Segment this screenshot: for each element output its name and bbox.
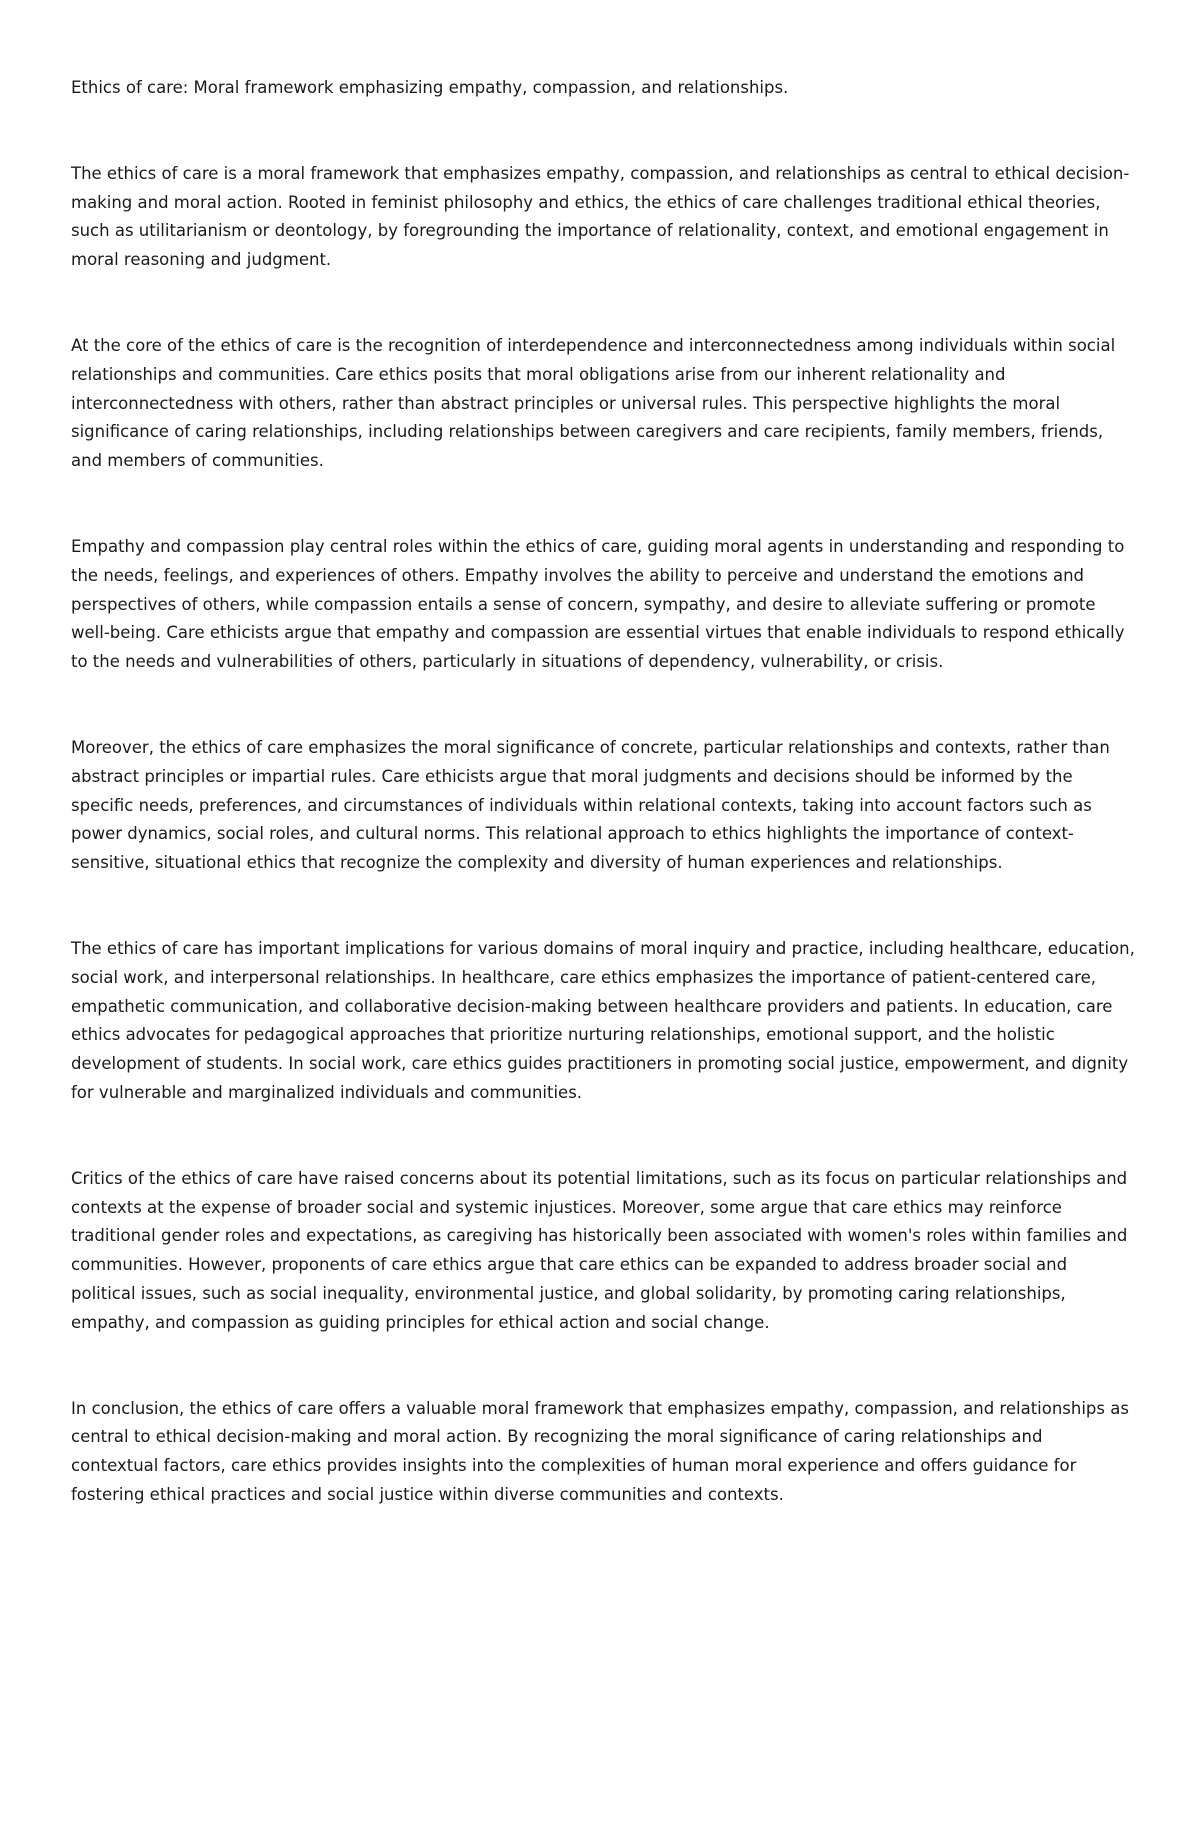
document-heading: Ethics of care: Moral framework emphasizing empathy, compassion, and relationships. [71,78,789,97]
paragraph-critics: Critics of the ethics of care have raised concerns about its potential limitations, such as its focus on particular relationships and contexts at the expense of broader social and systemic injustices. Moreover, some argue that care ethics may reinforce traditional gender roles and expectations, as caregiving has historically been associated with women's roles within families and communities. However, proponents of care ethics argue that care ethics can be expanded to address broader social and political issues, such as social inequality, environmental justice, and global solidarity, by promoting caring relationships, empathy, and compassion as guiding principles for ethical action and social change. [71,1168,1128,1332]
paragraph-conclusion: In conclusion, the ethics of care offers a valuable moral framework that emphasizes empathy, compassion, and relationships as central to ethical decision-making and moral action. By recognizing the moral significance of caring relationships and contextual factors, care ethics provides insights into the complexities of human moral experience and offers guidance for fostering ethical practices and social justice within diverse communities and contexts. [71,1398,1129,1504]
paragraph-implications: The ethics of care has important implications for various domains of moral inquiry and practice, including healthcare, education, social work, and interpersonal relationships. In healthcare, care ethics emphasizes the importance of patient-centered care, empathetic communication, and collaborative decision-making between healthcare providers and patients. In education, care ethics advocates for pedagogical approaches that prioritize nurturing relationships, emotional support, and the holistic development of students. In social work, care ethics guides practitioners in promoting social justice, empowerment, and dignity for vulnerable and marginalized individuals and communities. [71,938,1135,1102]
paragraph-concrete-relationships: Moreover, the ethics of care emphasizes the moral significance of concrete, particular relationships and contexts, rather than abstract principles or impartial rules. Care ethicists argue that moral judgments and decisions should be informed by the specific needs, preferences, and circumstances of individuals within relational contexts, taking into account factors such as power dynamics, social roles, and cultural norms. This relational approach to ethics highlights the importance of context-sensitive, situational ethics that recognize the complexity and diversity of human experiences and relationships. [71,737,1110,873]
document-page [71,74,1135,1567]
paragraph-introduction: The ethics of care is a moral framework that emphasizes empathy, compassion, and relationships as central to ethical decision-making and moral action. Rooted in feminist philosophy and ethics, the ethics of care challenges traditional ethical theories, such as utilitarianism or deontology, by foregrounding the importance of relationality, context, and emotional engagement in moral reasoning and judgment. [71,163,1130,270]
paragraph-interdependence: At the core of the ethics of care is the recognition of interdependence and interconnectedness among individuals within social relationships and communities. Care ethics posits that moral obligations arise from our inherent relationality and interconnectedness with others, rather than abstract principles or universal rules. This perspective highlights the moral significance of caring relationships, including relationships between caregivers and care recipients, family members, friends, and members of communities. [71,335,1116,471]
paragraph-empathy-compassion: Empathy and compassion play central roles within the ethics of care, guiding moral agents in understanding and responding to the needs, feelings, and experiences of others. Empathy involves the ability to perceive and understand the emotions and perspectives of others, while compassion entails a sense of concern, sympathy, and desire to alleviate suffering or promote well-being. Care ethicists argue that empathy and compassion are essential virtues that enable individuals to respond ethically to the needs and vulnerabilities of others, particularly in situations of dependency, vulnerability, or crisis. [71,536,1125,672]
